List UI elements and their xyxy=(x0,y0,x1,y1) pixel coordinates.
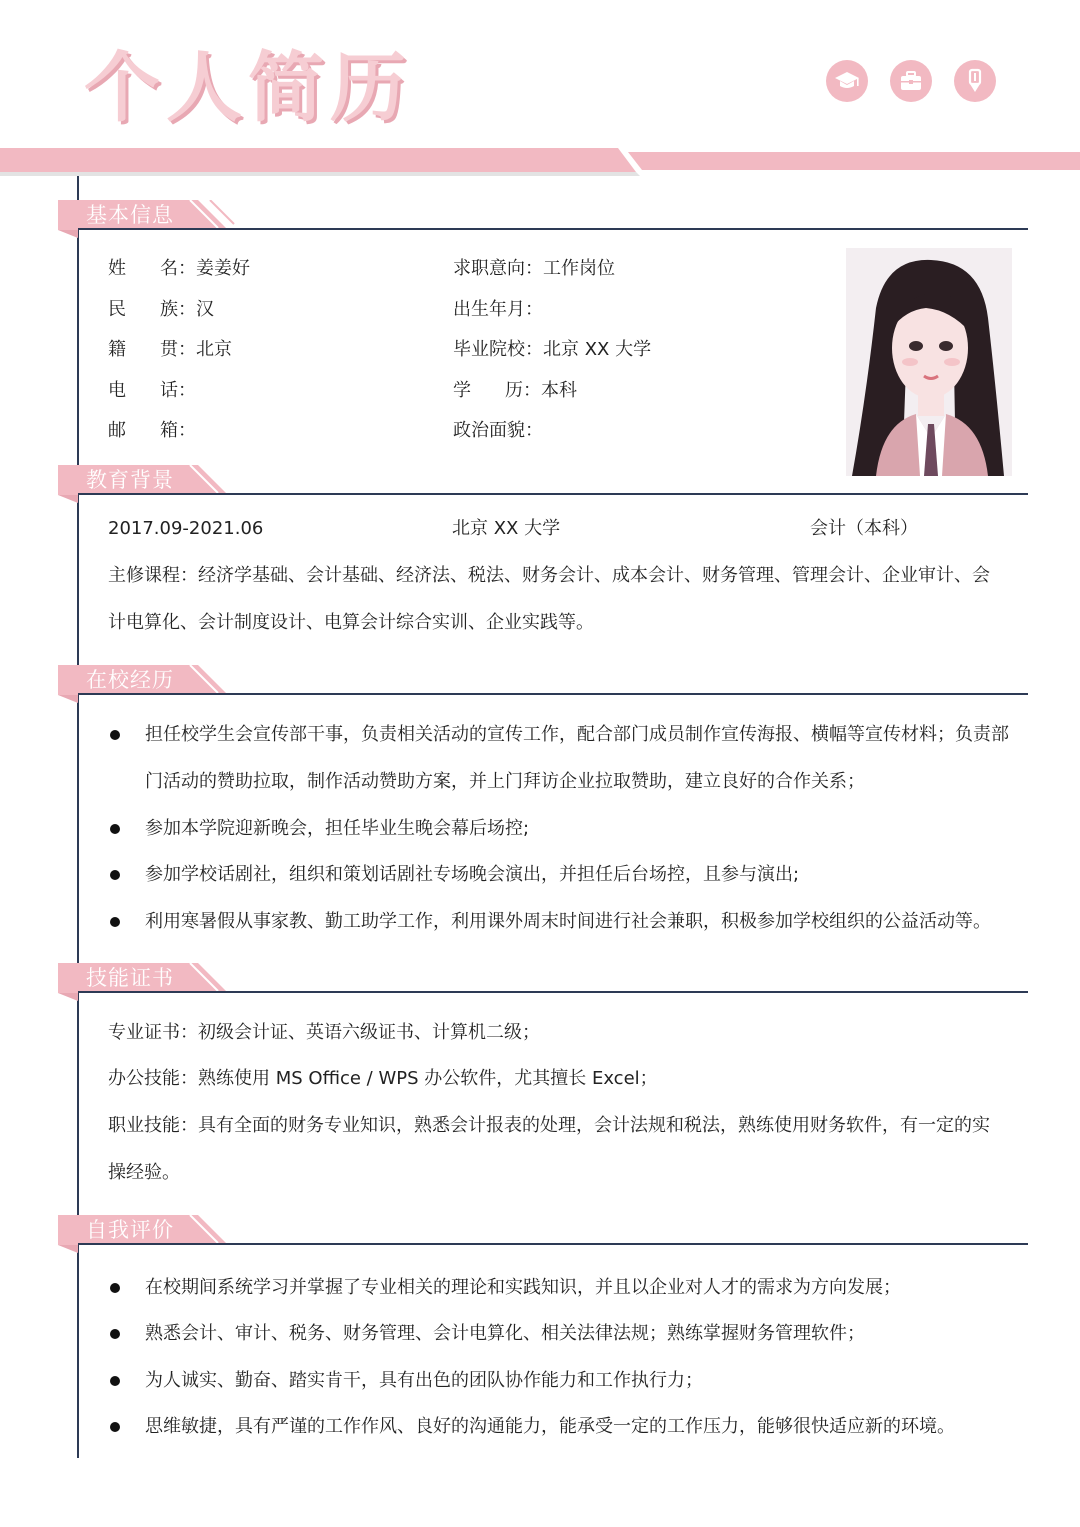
bullet-icon xyxy=(110,1283,120,1293)
bullet-icon xyxy=(110,1376,120,1386)
section-title: 基本信息 xyxy=(86,203,174,227)
bullet-icon xyxy=(110,870,120,880)
section-divider xyxy=(78,1243,1028,1245)
section-divider xyxy=(78,693,1028,695)
bullet-icon xyxy=(110,730,120,740)
education-major: 会计（本科） xyxy=(810,518,918,539)
skills-certificates: 专业证书：初级会计证、英语六级证书、计算机二级； xyxy=(108,1022,540,1043)
briefcase-icon xyxy=(890,60,932,102)
section-title: 在校经历 xyxy=(86,668,174,692)
education-courses-line: 主修课程：经济学基础、会计基础、经济法、税法、财务会计、成本会计、财务管理、管理会计、企业审计、会 xyxy=(108,565,990,586)
section-divider xyxy=(78,228,1028,230)
skills-office: 办公技能：熟练使用 MS Office / WPS 办公软件，尤其擅长 Excel； xyxy=(108,1068,658,1089)
info-birth-date: 出生年月： xyxy=(453,299,543,320)
section-title: 技能证书 xyxy=(86,966,174,990)
info-origin: 籍 贯 ：北京 xyxy=(108,339,232,360)
section-tab-basic-info xyxy=(58,200,238,230)
page-title: 个人简历 xyxy=(84,43,412,132)
section-tab-education xyxy=(58,465,238,495)
skills-professional: 职业技能：具有全面的财务专业知识，熟悉会计报表的处理，会计法规和税法，熟练使用财务软件，有一定的实 xyxy=(108,1115,990,1136)
info-phone: 电 话 ： xyxy=(108,380,196,401)
bullet-icon xyxy=(110,1422,120,1432)
info-ethnicity: 民 族 ：汉 xyxy=(108,299,214,320)
profile-photo xyxy=(846,248,1012,476)
pen-icon xyxy=(954,60,996,102)
section-tab-skills xyxy=(58,963,238,993)
header-icons xyxy=(826,60,996,102)
section-title: 教育背景 xyxy=(86,468,174,492)
section-tab-campus xyxy=(58,665,238,695)
section-tab-self-eval xyxy=(58,1215,238,1245)
section-title: 自我评价 xyxy=(86,1218,174,1242)
timeline-line xyxy=(77,176,79,1458)
info-email: 邮 箱 ： xyxy=(108,420,196,441)
section-divider xyxy=(78,493,1028,495)
info-degree: 学 历 ：本科 xyxy=(453,380,577,401)
education-school: 北京 XX 大学 xyxy=(452,518,561,539)
bullet-icon xyxy=(110,917,120,927)
info-job-intention: 求职意向：工作岗位 xyxy=(453,258,615,279)
info-political-status: 政治面貌： xyxy=(453,420,543,441)
header-band xyxy=(0,148,1080,178)
education-courses-line: 计电算化、会计制度设计、电算会计综合实训、企业实践等。 xyxy=(108,612,594,633)
section-divider xyxy=(78,991,1028,993)
info-name: 姓 名 ：姜姜好 xyxy=(108,258,250,279)
bullet-icon xyxy=(110,1329,120,1339)
bullet-icon xyxy=(110,824,120,834)
info-school: 毕业院校：北京 XX 大学 xyxy=(453,339,652,360)
education-period: 2017.09-2021.06 xyxy=(108,518,264,539)
skills-professional-cont: 操经验。 xyxy=(108,1162,180,1183)
graduation-cap-icon xyxy=(826,60,868,102)
